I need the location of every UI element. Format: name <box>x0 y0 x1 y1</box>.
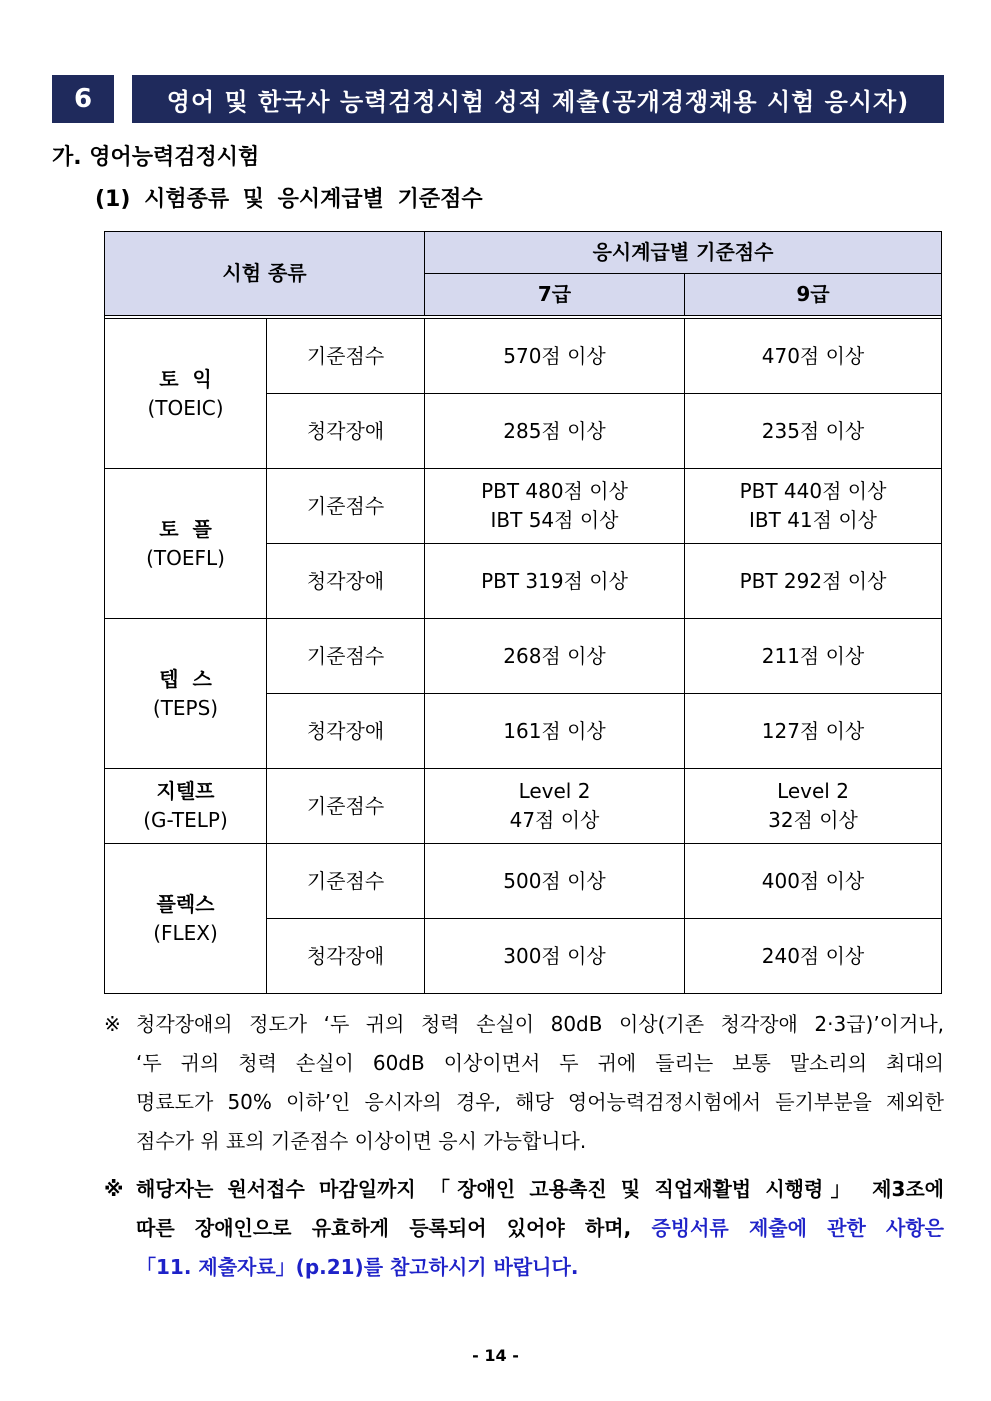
score-line: 470점 이상 <box>761 343 865 368</box>
score-cell-grade-7 <box>425 694 685 769</box>
score-cell-grade-9 <box>685 619 942 694</box>
score-line: 500점 이상 <box>503 868 606 893</box>
score-line: 300점 이상 <box>503 943 606 968</box>
score-type-cell: 기준점수 <box>267 619 425 694</box>
score-line: 211점 이상 <box>761 643 865 668</box>
exam-name-ko: 토 익 <box>159 366 212 391</box>
score-type-cell: 청각장애 <box>267 544 425 619</box>
score-line: 285점 이상 <box>503 418 606 443</box>
score-cell-grade-9 <box>685 469 942 544</box>
score-line: IBT 41점 이상 <box>749 508 877 532</box>
table-row <box>105 619 942 694</box>
note2-line-3: 「11. 제출자료」(p.21)를 참고하시기 바랍니다. <box>136 1255 579 1279</box>
score-type-cell: 기준점수 <box>267 844 425 919</box>
score-cell-grade-7 <box>425 844 685 919</box>
score-line: IBT 54점 이상 <box>490 508 619 532</box>
score-type-cell: 청각장애 <box>267 919 425 994</box>
exam-name-en: (TOEFL) <box>146 545 225 570</box>
note1-line-3: 명료도가 50% 이하’인 응시자의 경우, 해당 영어능력검정시험에서 듣기부분을 제외한 <box>136 1090 944 1114</box>
exam-name-cell <box>105 844 267 994</box>
table-row <box>105 769 942 844</box>
note1-line-1: 청각장애의 정도가 ‘두 귀의 청력 손실이 80dB 이상(기존 청각장애 2·3급)’이거나, <box>136 1012 944 1036</box>
score-cell-grade-9 <box>685 844 942 919</box>
exam-name-en: (TEPS) <box>152 695 219 720</box>
score-table <box>104 231 942 994</box>
score-type-cell: 기준점수 <box>267 319 425 394</box>
header-score-group: 응시계급별 기준점수 <box>425 232 942 274</box>
section-number: 6 <box>52 75 114 123</box>
exam-name-ko: 토 플 <box>159 516 212 541</box>
score-line: Level 2 <box>518 779 591 803</box>
note2-line-1: 해당자는 원서접수 마감일까지 「장애인 고용촉진 및 직업재활법 시행령」 제3조에 <box>136 1177 944 1201</box>
header-grade-9: 9급 <box>685 274 942 316</box>
heading-score-criteria: (1) 시험종류 및 응시계급별 기준점수 <box>95 187 483 212</box>
exam-name-cell <box>105 619 267 769</box>
exam-name-cell <box>105 319 267 469</box>
score-cell-grade-9 <box>685 319 942 394</box>
score-cell-grade-7 <box>425 394 685 469</box>
table-row <box>105 469 942 544</box>
score-line: 47점 이상 <box>509 808 600 832</box>
exam-name-cell <box>105 769 267 844</box>
score-type-cell: 기준점수 <box>267 769 425 844</box>
score-type-cell: 청각장애 <box>267 394 425 469</box>
score-line: 32점 이상 <box>768 808 858 832</box>
exam-name-en: (G-TELP) <box>143 808 228 832</box>
score-cell-grade-7 <box>425 619 685 694</box>
note2-line-2-highlight: 증빙서류 제출에 관한 사항은 <box>651 1216 944 1240</box>
exam-name-en: (TOEIC) <box>147 395 224 420</box>
score-cell-grade-9 <box>685 694 942 769</box>
note-hearing-impaired <box>104 1005 944 1161</box>
score-line: 127점 이상 <box>761 718 865 743</box>
score-line: PBT 480점 이상 <box>481 479 628 503</box>
table-row <box>105 319 942 394</box>
score-type-cell: 청각장애 <box>267 694 425 769</box>
score-line: 570점 이상 <box>503 343 606 368</box>
score-cell-grade-7 <box>425 769 685 844</box>
note-mark: ※ <box>104 1012 121 1036</box>
score-cell-grade-9 <box>685 769 942 844</box>
score-cell-grade-7 <box>425 469 685 544</box>
header-exam-type: 시험 종류 <box>105 232 425 316</box>
score-line: 240점 이상 <box>761 943 865 968</box>
header-grade-7: 7급 <box>425 274 685 316</box>
table-row <box>105 844 942 919</box>
note1-line-4: 점수가 위 표의 기준점수 이상이면 응시 가능합니다. <box>136 1129 587 1153</box>
note1-line-2: ‘두 귀의 청력 손실이 60dB 이상이면서 두 귀에 들리는 보통 말소리의 최대의 <box>136 1051 944 1075</box>
score-line: Level 2 <box>777 779 849 803</box>
note2-line-2-text: 따른 장애인으로 유효하게 등록되어 있어야 하며, <box>136 1216 652 1240</box>
score-line: 268점 이상 <box>503 643 606 668</box>
score-line: PBT 292점 이상 <box>739 568 887 593</box>
score-cell-grade-7 <box>425 544 685 619</box>
score-type-cell: 기준점수 <box>267 469 425 544</box>
score-line: 161점 이상 <box>503 718 606 743</box>
exam-name-ko: 지텔프 <box>156 779 215 803</box>
score-cell-grade-9 <box>685 544 942 619</box>
score-line: 400점 이상 <box>761 868 865 893</box>
score-line: PBT 440점 이상 <box>739 479 887 503</box>
note-mark: ※ <box>104 1177 124 1201</box>
score-line: 235점 이상 <box>761 418 865 443</box>
section-title: 영어 및 한국사 능력검정시험 성적 제출(공개경쟁채용 시험 응시자) <box>132 75 944 123</box>
score-cell-grade-9 <box>685 919 942 994</box>
score-cell-grade-9 <box>685 394 942 469</box>
score-cell-grade-7 <box>425 319 685 394</box>
score-cell-grade-7 <box>425 919 685 994</box>
page-number: - 14 - <box>472 1346 519 1365</box>
note2-line-2 <box>136 1209 944 1248</box>
exam-name-ko: 텝 스 <box>159 666 212 691</box>
note-registration <box>104 1170 944 1287</box>
exam-name-ko: 플렉스 <box>156 891 215 916</box>
exam-name-cell <box>105 469 267 619</box>
heading-english-test: 가. 영어능력검정시험 <box>52 145 260 170</box>
exam-name-en: (FLEX) <box>153 920 218 945</box>
score-line: PBT 319점 이상 <box>481 568 628 593</box>
